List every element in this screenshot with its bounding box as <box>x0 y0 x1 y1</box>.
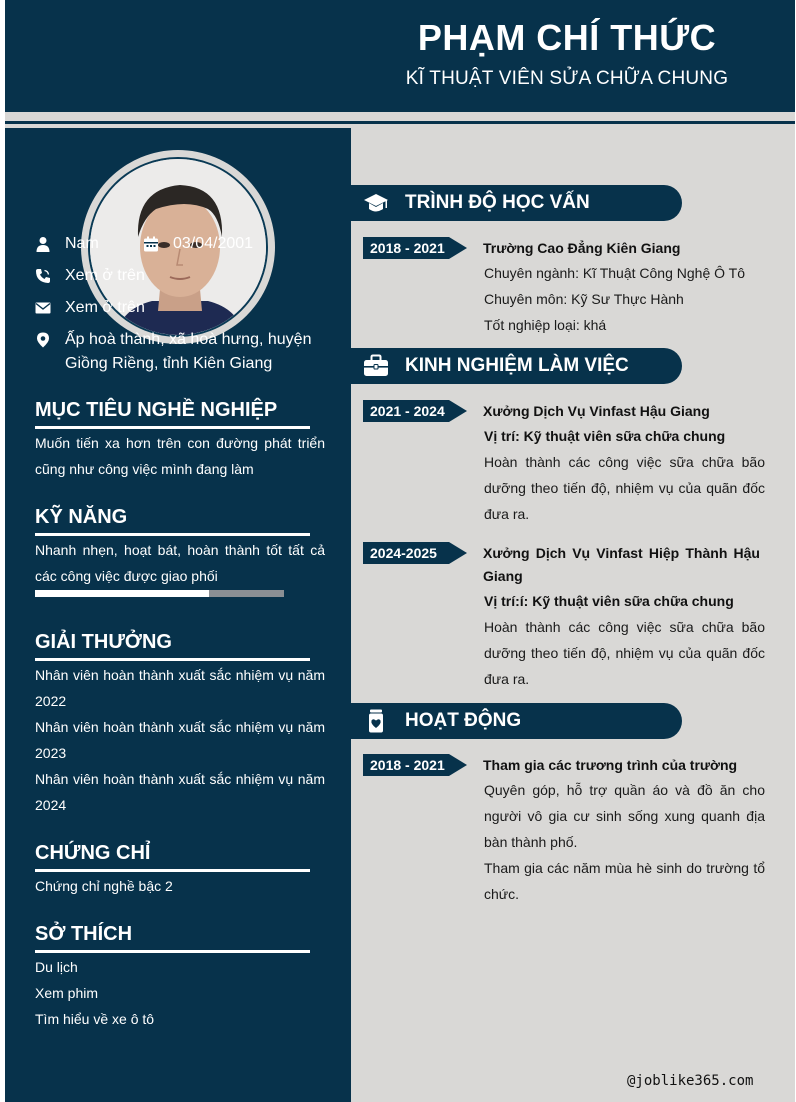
job-position: Vị trí:í: Kỹ thuật viên sữa chữa chung <box>484 593 734 609</box>
activity-period: 2018 - 2021 <box>370 757 445 773</box>
footer-watermark: @joblike365.com <box>627 1073 754 1089</box>
activity-detail: Quyên góp, hỗ trợ quần áo và đồ ăn cho người vô gia cư sinh sống xung quanh địa bàn thành phố. <box>484 782 765 850</box>
job-period-tag <box>363 400 469 422</box>
job-position: Vị trí: Kỹ thuật viên sữa chữa chung <box>484 428 726 444</box>
email-value: Xem ở trên <box>65 299 145 316</box>
phone-icon <box>35 268 51 284</box>
calendar-icon <box>143 236 159 252</box>
education-school: Trường Cao Đẳng Kiên Giang <box>483 240 681 256</box>
objective-underline <box>35 426 310 429</box>
heart-jar-icon <box>363 709 389 733</box>
job-company: Xưởng Dịch Vụ Vinfast Hậu Giang <box>483 403 710 419</box>
activity-detail: Tham gia các năm mùa hè sinh do trường tổ chức. <box>484 860 765 902</box>
contact-address <box>35 328 335 378</box>
skill-level-fill <box>35 590 209 597</box>
phone-value: Xem ở trên <box>65 267 145 284</box>
location-pin-icon <box>35 332 51 348</box>
activity-title: Tham gia các trương trình của trường <box>483 757 738 773</box>
gender-value: Nam <box>65 235 99 252</box>
job-description: Hoàn thành các công việc sữa chữa bão dưỡng theo tiến độ, nhiệm vụ của quãn đốc đưa ra. <box>484 619 765 687</box>
award-item: Nhân viên hoàn thành xuất sắc nhiệm vụ năm 2024 <box>35 771 325 813</box>
hobby-item: Du lịch <box>35 959 78 975</box>
hobbies-heading: SỞ THÍCH <box>35 923 133 945</box>
objective-text: Muốn tiến xa hơn trên con đường phát triển cũng như công việc mình đang làm <box>35 435 325 477</box>
cv-page <box>5 0 795 1102</box>
job-period: 2021 - 2024 <box>370 403 445 419</box>
job-period: 2024-2025 <box>370 545 437 561</box>
hobby-item: Tìm hiểu về xe ô tô <box>35 1011 155 1027</box>
education-heading: TRÌNH ĐỘ HỌC VẤN <box>405 192 590 213</box>
address-line-2: Giồng Riềng, tỉnh Kiên Giang <box>65 355 273 372</box>
job-company: Xưởng Dịch Vụ Vinfast Hiệp Thành Hậu Giang <box>483 545 760 584</box>
envelope-icon <box>35 300 51 316</box>
activities-heading: HOẠT ĐỘNG <box>405 710 522 731</box>
objective-heading: MỤC TIÊU NGHỀ NGHIỆP <box>35 399 278 421</box>
education-section-header <box>351 185 682 221</box>
certificates-underline <box>35 869 310 872</box>
award-item: Nhân viên hoàn thành xuất sắc nhiệm vụ năm 2023 <box>35 719 325 761</box>
skills-text: Nhanh nhẹn, hoạt bát, hoàn thành tốt tất cả các công việc được giao phối <box>35 542 325 584</box>
activity-period-tag <box>363 754 469 776</box>
header-divider-dark <box>5 121 795 124</box>
graduation-cap-icon <box>363 191 389 215</box>
person-icon <box>35 236 51 252</box>
skills-heading: KỸ NĂNG <box>35 506 128 528</box>
experience-section-header <box>351 348 682 384</box>
job-description: Hoàn thành các công việc sữa chữa bão dưỡng theo tiến độ, nhiệm vụ của quãn đốc đưa ra. <box>484 454 765 522</box>
awards-underline <box>35 658 310 661</box>
education-detail: Tốt nghiệp loại: khá <box>484 317 607 333</box>
birthday-value: 03/04/2001 <box>173 235 254 252</box>
certificates-heading: CHỨNG CHỈ <box>35 842 151 864</box>
hobbies-underline <box>35 950 310 953</box>
activities-section-header <box>351 703 682 739</box>
address-line-1: Ấp hoà thành, xã hoà hưng, huyện <box>65 331 312 348</box>
certificate-item: Chứng chỉ nghề bậc 2 <box>35 878 173 894</box>
experience-heading: KINH NGHIỆM LÀM VIỆC <box>405 355 629 376</box>
candidate-job-title: KĨ THUẬT VIÊN SỬA CHỮA CHUNG <box>405 68 729 89</box>
briefcase-icon <box>363 354 389 378</box>
award-item: Nhân viên hoàn thành xuất sắc nhiệm vụ năm 2022 <box>35 667 325 709</box>
awards-heading: GIẢI THƯỞNG <box>35 631 172 653</box>
education-detail: Chuyên môn: Kỹ Sư Thực Hành <box>484 291 684 307</box>
education-period: 2018 - 2021 <box>370 240 445 256</box>
education-period-tag <box>363 237 469 259</box>
candidate-name: PHẠM CHÍ THỨC <box>417 17 717 58</box>
hobby-item: Xem phim <box>35 985 99 1001</box>
education-detail: Chuyên ngành: Kĩ Thuật Công Nghệ Ô Tô <box>484 265 745 281</box>
job-period-tag <box>363 542 469 564</box>
skills-underline <box>35 533 310 536</box>
